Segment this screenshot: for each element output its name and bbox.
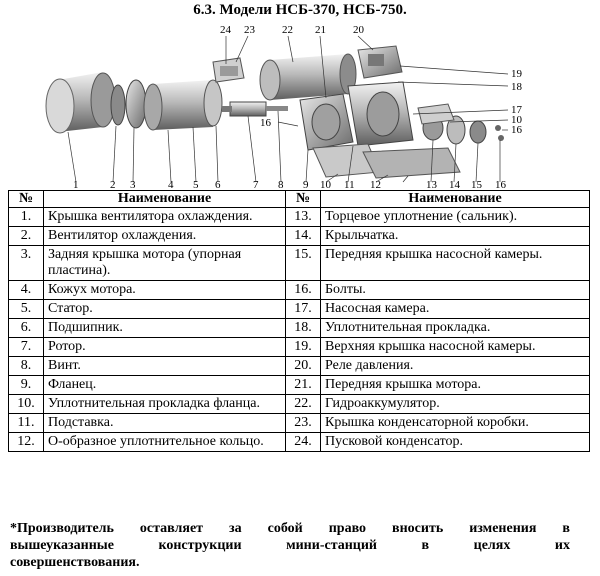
cell-number: 3. xyxy=(9,246,44,281)
cell-number: 11. xyxy=(9,414,44,433)
cell-name: Передняя крышка насосной камеры. xyxy=(321,246,590,281)
callouts-right xyxy=(511,68,523,136)
cell-name: Крышка вентилятора охлаждения. xyxy=(44,208,286,227)
cell-number: 19. xyxy=(286,338,321,357)
note-word: в xyxy=(421,538,430,553)
note-word: за xyxy=(229,521,242,536)
table-row xyxy=(9,338,590,357)
cell-number: 14. xyxy=(286,227,321,246)
note-line-3: совершенствования. xyxy=(10,555,140,570)
callout-14: 14 xyxy=(449,179,460,188)
part-fan-cover xyxy=(46,72,115,133)
page-title: 6.3. Модели НСБ-370, НСБ-750. xyxy=(193,2,407,18)
cell-number: 18. xyxy=(286,319,321,338)
header-number-left: № xyxy=(9,191,44,208)
callout-6: 6 xyxy=(215,179,221,188)
callouts-bottom xyxy=(73,179,507,188)
part-pressure-tank xyxy=(260,54,356,100)
cell-number: 20. xyxy=(286,357,321,376)
table-row xyxy=(9,281,590,300)
callout-7: 7 xyxy=(253,179,259,188)
note-word: их xyxy=(554,538,570,553)
cell-name: Крыльчатка. xyxy=(321,227,590,246)
note-word: собой xyxy=(267,521,303,536)
callouts-top xyxy=(220,24,365,36)
note-word: оставляет xyxy=(139,521,204,536)
header-name-right: Наименование xyxy=(321,191,590,208)
table-row xyxy=(9,395,590,414)
callout-12: 12 xyxy=(370,179,381,188)
table-row xyxy=(9,246,590,281)
callout-16-left: 16 xyxy=(260,117,271,129)
part-fan xyxy=(111,85,125,125)
cell-number: 10. xyxy=(9,395,44,414)
table-row xyxy=(9,414,590,433)
cell-number: 6. xyxy=(9,319,44,338)
cell-name: Гидроаккумулятор. xyxy=(321,395,590,414)
header-number-right: № xyxy=(286,191,321,208)
cell-number: 5. xyxy=(9,300,44,319)
callout-16-right: 16 xyxy=(511,124,522,136)
callout-24: 24 xyxy=(220,24,231,36)
callout-9: 9 xyxy=(303,179,309,188)
parts-table xyxy=(8,190,590,452)
cell-number: 4. xyxy=(9,281,44,300)
callout-15: 15 xyxy=(471,179,482,188)
part-capacitor-box xyxy=(213,58,244,82)
exploded-pump-diagram xyxy=(8,22,592,188)
cell-name: Кожух мотора. xyxy=(44,281,286,300)
callout-4: 4 xyxy=(168,179,174,188)
note-word: в xyxy=(562,521,570,536)
part-impeller-set xyxy=(418,104,504,144)
cell-name: Передняя крышка мотора. xyxy=(321,376,590,395)
cell-name: Реле давления. xyxy=(321,357,590,376)
cell-name: Крышка конденсаторной коробки. xyxy=(321,414,590,433)
cell-number: 23. xyxy=(286,414,321,433)
cell-name: Верхняя крышка насосной камеры. xyxy=(321,338,590,357)
callout-3: 3 xyxy=(130,179,136,188)
cell-name: Винт. xyxy=(44,357,286,376)
note-word: изменения xyxy=(469,521,537,536)
note-word: *Производитель xyxy=(10,521,114,536)
callout-5: 5 xyxy=(193,179,199,188)
note-line-2 xyxy=(10,537,570,554)
callout-19: 19 xyxy=(511,68,522,80)
cell-name: Болты. xyxy=(321,281,590,300)
note-word: конструкции xyxy=(158,538,242,553)
manufacturer-note xyxy=(10,520,570,571)
cell-number: 13. xyxy=(286,208,321,227)
part-pressure-switch xyxy=(358,46,402,78)
cell-number: 2. xyxy=(9,227,44,246)
callout-22: 22 xyxy=(282,24,293,36)
table-row xyxy=(9,300,590,319)
note-word: вносить xyxy=(392,521,444,536)
callout-10: 10 xyxy=(320,179,331,188)
cell-number: 22. xyxy=(286,395,321,414)
cell-name: Фланец. xyxy=(44,376,286,395)
header-name-left: Наименование xyxy=(44,191,286,208)
cell-number: 24. xyxy=(286,433,321,452)
note-word: целях xyxy=(473,538,511,553)
callout-13: 13 xyxy=(426,179,437,188)
table-row xyxy=(9,357,590,376)
callout-16: 16 xyxy=(495,179,506,188)
cell-number: 8. xyxy=(9,357,44,376)
cell-name: Подшипник. xyxy=(44,319,286,338)
cell-name: Статор. xyxy=(44,300,286,319)
cell-number: 9. xyxy=(9,376,44,395)
note-line-1 xyxy=(10,520,570,537)
table-row xyxy=(9,208,590,227)
table-row xyxy=(9,319,590,338)
cell-number: 16. xyxy=(286,281,321,300)
callout-1: 1 xyxy=(73,179,79,188)
callout-17: 17 xyxy=(511,104,522,116)
cell-name: Насосная камера. xyxy=(321,300,590,319)
callout-18: 18 xyxy=(511,81,522,93)
callout-2: 2 xyxy=(110,179,116,188)
cell-name: Подставка. xyxy=(44,414,286,433)
note-word: мини-станций xyxy=(286,538,378,553)
cell-name: О-образное уплотнительное кольцо. xyxy=(44,433,286,452)
cell-name: Задняя крышка мотора (упорная пластина). xyxy=(44,246,286,281)
callout-23: 23 xyxy=(244,24,255,36)
table-row xyxy=(9,227,590,246)
cell-number: 7. xyxy=(9,338,44,357)
part-motor-housing xyxy=(144,80,222,130)
cell-name: Торцевое уплотнение (сальник). xyxy=(321,208,590,227)
part-rear-cover xyxy=(126,80,146,128)
callout-8: 8 xyxy=(278,179,284,188)
table-row xyxy=(9,433,590,452)
note-word: право xyxy=(328,521,367,536)
cell-number: 1. xyxy=(9,208,44,227)
cell-name: Ротор. xyxy=(44,338,286,357)
cell-number: 15. xyxy=(286,246,321,281)
cell-name: Уплотнительная прокладка. xyxy=(321,319,590,338)
cell-number: 21. xyxy=(286,376,321,395)
callout-21: 21 xyxy=(315,24,326,36)
cell-name: Пусковой конденсатор. xyxy=(321,433,590,452)
cell-name: Уплотнительная прокладка фланца. xyxy=(44,395,286,414)
callout-20: 20 xyxy=(353,24,364,36)
table-header-row xyxy=(9,191,590,208)
note-word: вышеуказанные xyxy=(10,538,114,553)
cell-number: 17. xyxy=(286,300,321,319)
table-row xyxy=(9,376,590,395)
cell-name: Вентилятор охлаждения. xyxy=(44,227,286,246)
callout-10-right: 10 xyxy=(511,114,522,126)
callout-11: 11 xyxy=(344,179,355,188)
cell-number: 12. xyxy=(9,433,44,452)
part-base xyxy=(313,144,460,178)
